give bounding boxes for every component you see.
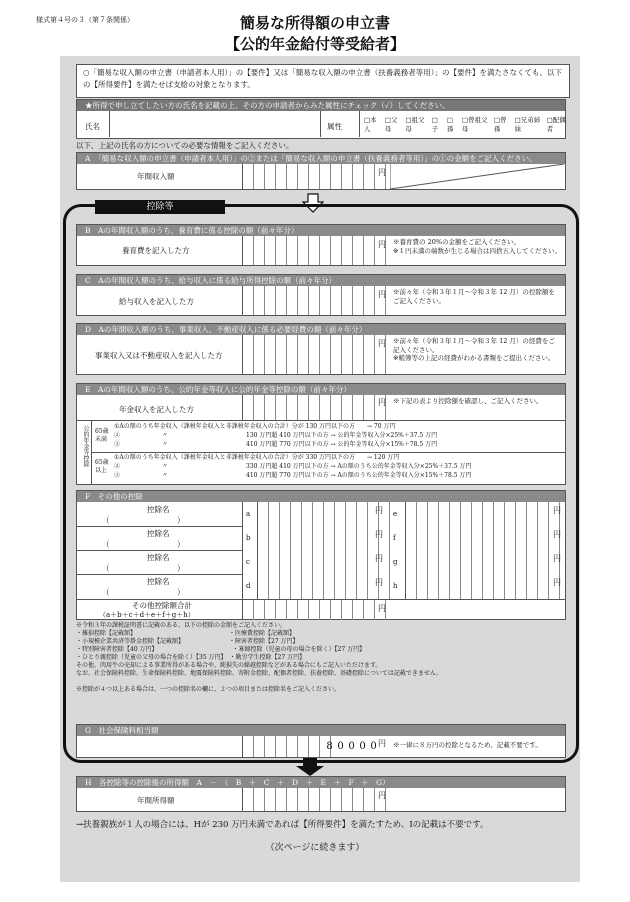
pension-input[interactable]	[242, 395, 386, 420]
f-item-a-label: 控除名	[147, 505, 170, 514]
social-insurance-cells	[242, 736, 331, 757]
age-under65: 65歳未満	[95, 428, 109, 443]
f-item-b-paren[interactable]: （ ）	[102, 540, 185, 549]
yen-f-c: 円	[375, 554, 383, 563]
pension-row-over65	[91, 452, 566, 485]
pension-row-under65	[91, 421, 566, 453]
section-g-note: ※一律に８万円の控除となるため、記載不要です。	[393, 741, 542, 749]
f-item-a-paren[interactable]: （ ）	[102, 516, 185, 525]
annual-net-income-input[interactable]	[242, 788, 386, 811]
g-digit-2: 0	[337, 741, 344, 752]
under65-line-2: ② 〃 130 万円超 410 万円以下の方 → 公的年金等収入分×25%＋37.5 万円	[114, 432, 438, 439]
f-item-b-label: 控除名	[147, 529, 170, 538]
age-over65: 65歳以上	[95, 459, 109, 474]
business-label: 事業収入又は不動産収入を記入した方	[95, 351, 223, 360]
section-e-head: E Aの年間収入額のうち、公的年金等収入に公的年金等控除の額（前々年分）	[77, 384, 565, 395]
section-b-head: B Aの年間収入額のうち、養育費に係る控除の額（前々年分）	[77, 225, 565, 236]
section-f	[76, 490, 566, 620]
attribute-checklist	[359, 111, 569, 137]
info-line: 以下、上記の氏名の方についての必要な情報をご記入ください。	[76, 141, 294, 150]
section-c-head: C Aの年間収入額のうち、給与収入に係る給与所得控除の額（前々年分）	[77, 275, 565, 286]
f-note-5: ・ひとり親控除（児童の父母の場合を除く）【35 万円】 ・勤労学生控除【27 万円】	[76, 654, 306, 661]
section-c	[76, 274, 566, 316]
f-letter-b: b	[246, 534, 251, 542]
yen-h: 円	[378, 791, 386, 800]
section-h	[76, 776, 566, 812]
section-b	[76, 224, 566, 266]
f-amount-abcd-input[interactable]	[257, 502, 390, 599]
deduction-title: 控除等	[95, 200, 225, 214]
name-label: 氏名	[85, 122, 100, 131]
f-note-9: ※控除が４つ以上ある場合は、一つの控除名の欄に、２つの項目または控除名をご記入ください。	[76, 686, 341, 693]
social-insurance-amount	[324, 736, 379, 757]
f-letter-f: f	[393, 534, 396, 542]
f-note-6: その他、肉用牛の売却による事業所得がある場合や、純損失の繰越控除などがある場合にもご記入いただけます。	[76, 662, 382, 669]
attr-siblings[interactable]: □兄弟姉妹	[514, 116, 541, 133]
pension-table	[77, 420, 565, 485]
f-note-3: ・小規模企業共済等掛金控除【記載額】 ・障害者控除【27 万円】	[76, 638, 299, 645]
annual-income-input[interactable]	[242, 164, 386, 189]
section-h-head: H 各控除等の控除後の所得額 A － （ B ＋ C ＋ D ＋ E ＋ F ＋ G）	[77, 777, 565, 788]
intro-box: ○「簡易な収入額の申立書（申請者本人用）」の【要件】又は「簡易な収入額の申立書（扶養義務者等用）」の【要件】を満たさなくても、以下の【所得要件】を満たせば支給の対象となります。	[76, 64, 570, 98]
yen-a: 円	[378, 168, 386, 177]
section-g	[76, 724, 566, 758]
attr-parents[interactable]: □父母	[384, 116, 398, 133]
section-e-note: ※下記の表より控除額を確認し、ご記入ください。	[393, 397, 543, 405]
over65-line-1: ①Aの額のうち年金収入（課税年金収入と非課税年金収入の合計）分が 330 万円以下の方 → 120 万円	[114, 454, 400, 461]
g-digit-5: 0	[370, 741, 377, 752]
f-letter-g: g	[393, 558, 398, 566]
f-letter-a: a	[246, 510, 251, 518]
f-total-formula: （a＋b＋c＋d＋e＋f＋g＋h）	[99, 611, 195, 619]
salary-input[interactable]	[242, 286, 386, 315]
f-letter-c: c	[246, 558, 250, 566]
f-letter-h: h	[393, 582, 398, 590]
yen-f-b: 円	[375, 530, 383, 539]
under65-line-1: ①Aの額のうち年金収入（課税年金収入と非課税年金収入の合計）分が 130 万円以下の方 → 70 万円	[114, 423, 396, 430]
section-g-head: G 社会保険料相当額	[77, 725, 565, 736]
footer-note: →扶養親族が１人の場合には、Hが 230 万円未満であれば【所得要件】を満たすため、Iの記載は不要です。	[76, 820, 489, 830]
section-e	[76, 383, 566, 485]
attr-self[interactable]: □本人	[364, 116, 377, 133]
business-input[interactable]	[242, 335, 386, 374]
diagonal-slash	[390, 164, 564, 189]
annual-income-label: 年間収入額	[137, 172, 175, 181]
section-d	[76, 323, 566, 375]
pension-label: 年金収入を記入した方	[119, 405, 194, 414]
yen-f-f: 円	[553, 530, 561, 539]
f-note-8	[76, 678, 564, 684]
name-attribute-section	[76, 99, 566, 139]
attr-grandparents[interactable]: □祖父母	[405, 116, 425, 133]
yen-b: 円	[378, 240, 386, 249]
f-total-row	[77, 599, 565, 620]
attr-grandchild[interactable]: □孫	[446, 115, 454, 133]
yen-f-d: 円	[375, 578, 383, 587]
g-digit-3: 0	[348, 741, 355, 752]
section-d-head: D Aの年間収入額のうち、事業収入、不動産収入に係る必要経費の額（前々年分）	[77, 324, 565, 335]
attr-spouse[interactable]: □配偶者	[546, 116, 566, 133]
f-letter-e: e	[393, 510, 398, 518]
childcare-label: 養育費を記入した方	[122, 246, 190, 255]
over65-line-2: ② 〃 330 万円超 410 万円以下の方 → Aの額のうち公的年金等収入分×25%＋37.5 万円	[114, 463, 472, 470]
attr-great-grandchild[interactable]: □曾孫	[493, 116, 507, 133]
page-subtitle: 【公的年金給付等受給者】	[224, 35, 405, 53]
f-item-d	[77, 574, 242, 599]
section-c-note: ※前々年（令和３年１月～令和３年 12 月）の控除額をご記入ください。	[393, 288, 555, 305]
f-item-d-label: 控除名	[147, 577, 170, 586]
g-digit-4: 0	[359, 741, 366, 752]
yen-f-h: 円	[553, 578, 561, 587]
f-note-1: ※令和３年の課税証明書に記載のある、以下の控除の金額をご記入ください。	[76, 622, 287, 629]
section-a-head: A 「簡易な収入額の申立書（申請者本人用）」の②または「簡易な収入額の申立書（扶養義務者等用）」の①の金額をご記入ください。	[77, 153, 565, 164]
name-field[interactable]	[109, 111, 321, 137]
f-total-label: その他控除額合計	[132, 601, 192, 610]
f-item-d-paren[interactable]: （ ）	[102, 588, 185, 597]
section-f-head: F その他の控除	[77, 491, 565, 502]
f-total-input[interactable]	[242, 600, 386, 620]
page-title: 簡易な所得額の申立書	[239, 14, 390, 32]
childcare-input[interactable]	[242, 236, 386, 265]
check-instruction: ★所得で申し立てしたい方の氏名を記載の上、その方の申請者からみた属性にチェック（✓）してください。	[77, 100, 565, 111]
f-letter-d: d	[246, 582, 251, 590]
yen-g: 円	[378, 739, 386, 748]
salary-label: 給与収入を記入した方	[119, 297, 194, 306]
yen-f-total: 円	[378, 604, 386, 613]
other-deduction-grid	[77, 502, 565, 599]
yen-d: 円	[378, 339, 386, 348]
under65-line-3: ③ 〃 410 万円超 770 万円以下の方 → 公的年金等収入分×15%＋78.5 万円	[114, 441, 438, 448]
f-item-a	[77, 502, 242, 527]
f-note-4: ・特別障害者控除【40 万円】 ・寡婦控除（児童の母の場合を除く）【27 万円】	[76, 646, 366, 653]
f-amount-efgh-input[interactable]	[405, 502, 560, 599]
attr-child[interactable]: □子	[431, 115, 439, 133]
yen-e: 円	[378, 398, 386, 407]
f-item-b	[77, 526, 242, 551]
f-note-2: ・雑損控除【記載額】 ・医療費控除【記載額】	[76, 630, 296, 637]
f-amount-grid	[242, 502, 566, 599]
over65-line-3: ③ 〃 410 万円超 770 万円以下の方 → Aの額のうち公的年金等収入分×15%＋78.5 万円	[114, 472, 472, 479]
yen-f-g: 円	[553, 554, 561, 563]
yen-f-e: 円	[553, 506, 561, 515]
yen-f-a: 円	[375, 506, 383, 515]
f-notes	[76, 622, 564, 694]
form-id: 様式第４号の３（第７条関係）	[36, 16, 134, 24]
f-note-7: なお、社会保険料控除、生命保険料控除、地震保険料控除、寄附金控除、配偶者控除、扶養控除、基礎控除については記載できません。	[76, 670, 443, 677]
attr-label: 属性	[327, 122, 342, 131]
attr-great-grandparents[interactable]: □曾祖父母	[461, 116, 488, 133]
section-b-note: ※養育費の 20%の金額をご記入ください。 ※１円未満の端数が生じる場合は四捨五入してください。	[393, 238, 561, 255]
pension-side-label: 公的年金等控除	[82, 425, 89, 467]
f-item-c-paren[interactable]: （ ）	[102, 564, 185, 573]
yen-c: 円	[378, 290, 386, 299]
f-item-c-label: 控除名	[147, 553, 170, 562]
continue-note: （次ページに続きます）	[265, 843, 365, 853]
annual-net-income-label: 年間所得額	[137, 796, 175, 805]
section-a	[76, 152, 566, 190]
down-arrow-filled-icon	[296, 758, 324, 776]
section-d-note: ※前々年（令和３年１月～令和３年 12 月）の経費をご記入ください。 ※帳簿等の上記の経費がわかる書類をご提出ください。	[393, 337, 555, 362]
g-digit-1: 8	[326, 741, 333, 752]
f-item-c	[77, 550, 242, 575]
